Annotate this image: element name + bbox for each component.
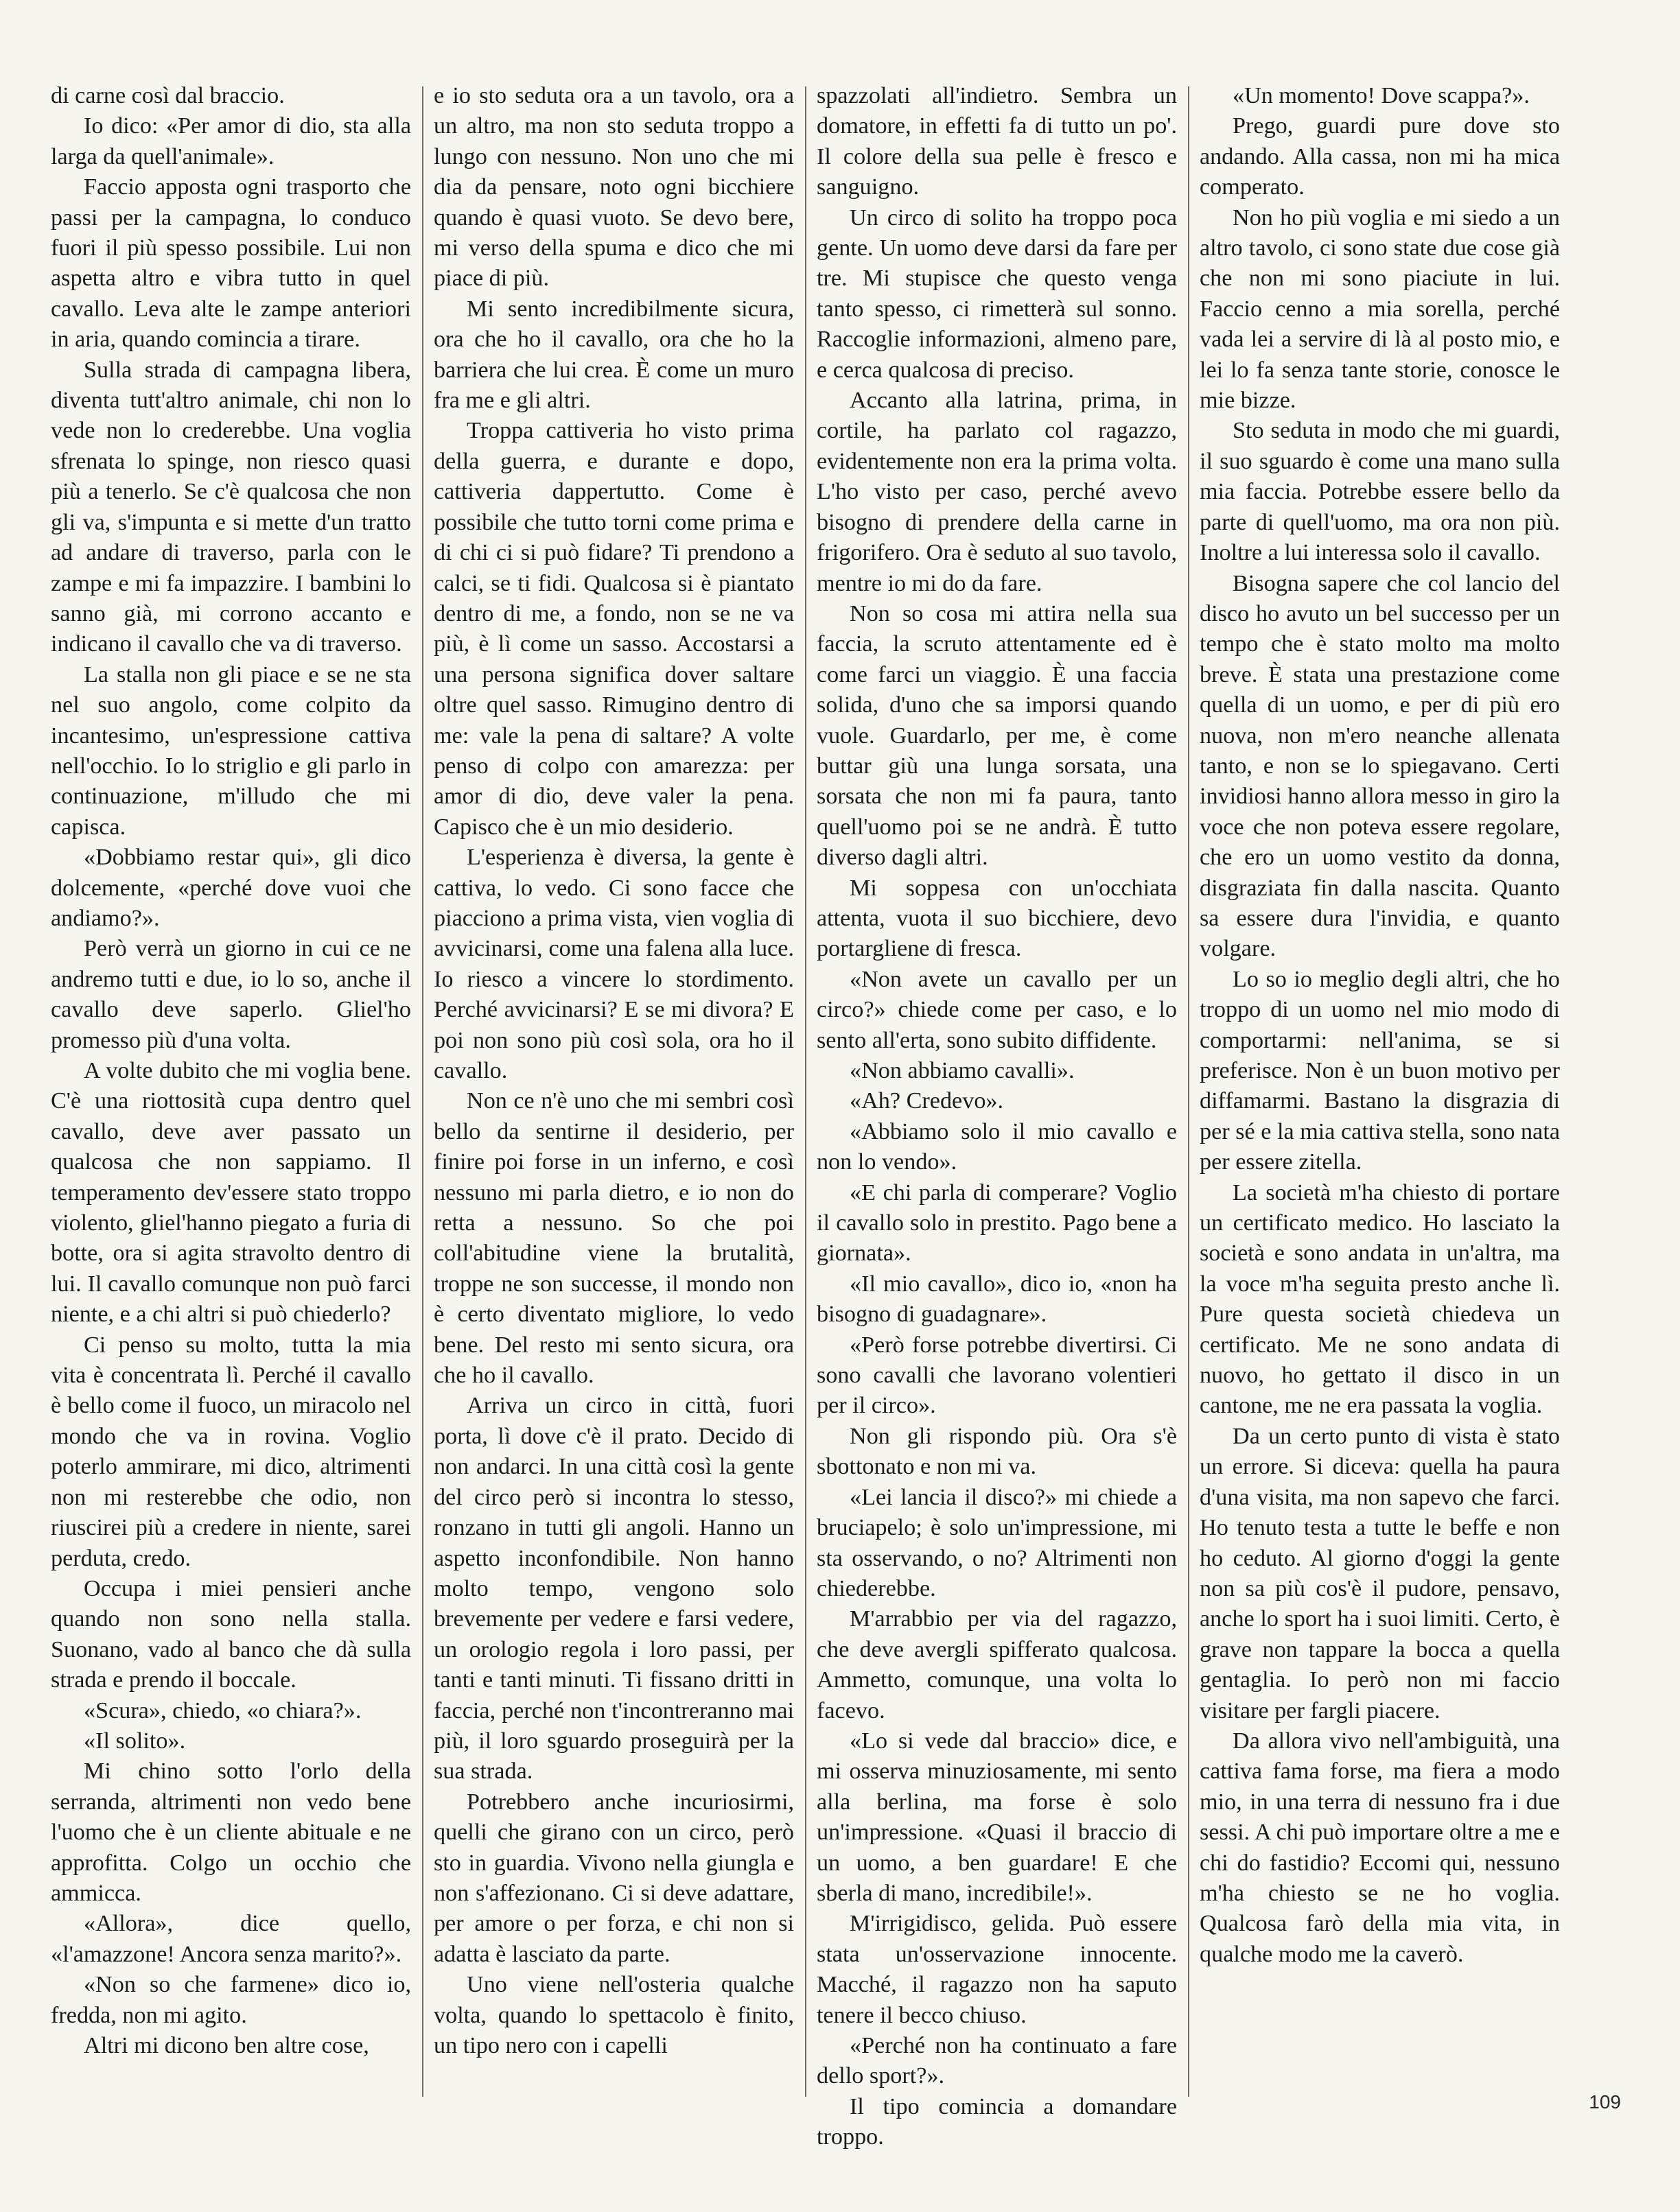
column-divider (805, 86, 806, 2097)
page-number: 109 (1589, 2091, 1621, 2113)
paragraph: Accanto alla latrina, prima, in cortile, ha parlato col ragazzo, evidentemente non era la prima volta. L'ho visto per caso, perché avevo bisogno di prendere della carne in frigorifero. Ora è seduto al suo tavolo, mentre io mi do da fare. (817, 388, 1177, 596)
paragraph: «Ah? Credevo». (850, 1088, 1004, 1114)
paragraph: «Abbiamo solo il mio cavallo e non lo vendo». (817, 1118, 1177, 1175)
paragraph: «Lo si vede dal braccio» dice, e mi osserva minuziosamente, mi sento alla berlina, ma forse è solo un'impressione. «Quasi il braccio di un uomo, a ben guardare! E che sberla di mano, incredibile!». (817, 1728, 1177, 1906)
paragraph: Ci penso su molto, tutta la mia vita è concentrata lì. Perché il cavallo è bello come il fuoco, un miracolo nel mondo che va in rovina. Voglio poterlo ammirare, mi dico, altrimenti non mi resterebbe che odio, non riuscirei più a credere in niente, sarei perduta, credo. (51, 1332, 411, 1571)
paragraph: Mi soppesa con un'occhiata attenta, vuota il suo bicchiere, devo portargliene di fresca. (817, 875, 1177, 962)
magazine-page (51, 81, 1670, 2150)
paragraph: Sulla strada di campagna libera, diventa tutt'altro animale, chi non lo vede non lo crederebbe. Una voglia sfrenata lo spinge, non riesco quasi più a tenerlo. Se c'è qualcosa che non gli va, s'impunta e si mette d'un tratto ad andare di traverso, parla con le zampe e mi fa impazzire. I bambini lo sanno già, mi corrono accanto e indicano il cavallo che va di traverso. (51, 357, 411, 657)
paragraph: Un circo di solito ha troppo poca gente. Un uomo deve darsi da fare per tre. Mi stupisce che questo venga tanto spesso, ci rimetterà sul sonno. Raccoglie informazioni, almeno pare, e cerca qualcosa di preciso. (817, 204, 1177, 383)
paragraph: A volte dubito che mi voglia bene. C'è una riottosità cupa dentro quel cavallo, deve aver passato un qualcosa che non sappiamo. Il temperamento dev'essere stato troppo violento, gliel'hanno piegato a furia di botte, ora si agita stravolto dentro di lui. Il cavallo comunque non può farci niente, e a chi altri si può chiederlo? (51, 1058, 411, 1328)
paragraph: «Non avete un cavallo per un circo?» chiede come per caso, e lo sento all'erta, sono subito diffidente. (817, 966, 1177, 1053)
paragraph: Faccio apposta ogni trasporto che passi per la campagna, lo conduco fuori il più spesso possibile. Lui non aspetta altro e vibra tutto in quel cavallo. Leva alte le zampe anteriori in aria, quando comincia a tirare. (51, 174, 411, 353)
paragraph: La stalla non gli piace e se ne sta nel suo angolo, come colpito da incantesimo, un'espressione cattiva nell'occhio. Io lo striglio e gli parlo in continuazione, m'illudo che mi capisca. (51, 661, 411, 840)
paragraph: Io dico: «Per amor di dio, sta alla larga da quell'animale». (51, 113, 411, 169)
paragraph: Troppa cattiveria ho visto prima della guerra, e durante e dopo, cattiveria dappertutto. Come è possibile che tutto torni come prima e di chi ci si può fidare? Ti prendono a calci, se ti fidi. Qualcosa si è piantato dentro di me, a fondo, non se ne va più, è lì come un sasso. Accostarsi a una persona significa dover saltare oltre quel sasso. Rimugino dentro di me: vale la pena di saltare? A volte penso di colpo con amarezza: per amor di dio, deve valer la pena. Capisco che è un mio desiderio. (434, 418, 794, 840)
paragraph: «Un momento! Dove scappa?». (1233, 83, 1530, 108)
paragraph: «Il mio cavallo», dico io, «non ha bisogno di guadagnare». (817, 1271, 1177, 1328)
paragraph: «Lei lancia il disco?» mi chiede a bruciapelo; è solo un'impressione, mi sta osservando, o no? Altrimenti non chiederebbe. (817, 1484, 1177, 1601)
paragraph: e io sto seduta ora a un tavolo, ora a un altro, ma non sto seduta troppo a lungo con nessuno. Non uno che mi dia da pensare, noto ogni bicchiere quando è quasi vuoto. Se devo bere, mi verso della spuma e dico che mi piace di più. (434, 83, 794, 292)
paragraph: «Non abbiamo cavalli». (850, 1058, 1075, 1083)
paragraph: Altri mi dicono ben altre cose, (84, 2033, 369, 2058)
column-divider (1188, 86, 1189, 2097)
paragraph: spazzolati all'indietro. Sembra un domatore, in effetti fa di tutto un po'. Il colore della sua pelle è fresco e sanguigno. (817, 83, 1177, 200)
text-column-2 (434, 81, 794, 2061)
paragraph: Lo so io meglio degli altri, che ho troppo di un uomo nel mio modo di comportarmi: nell'anima, se si preferisce. Non è un buon motivo per diffamarmi. Bastano la disgrazia di per sé e la mia cattiva stella, sono nata per essere zitella. (1200, 966, 1560, 1175)
paragraph: Non gli rispondo più. Ora s'è sbottonato e non mi va. (817, 1423, 1177, 1480)
paragraph: Mi sento incredibilmente sicura, ora che ho il cavallo, ora che ho la barriera che lui crea. È come un muro fra me e gli altri. (434, 296, 794, 414)
paragraph: Da un certo punto di vista è stato un errore. Si diceva: quella ha paura d'una visita, ma non sapevo che farci. Ho tenuto testa a tutte le beffe e non ho ceduto. Al giorno d'oggi la gente non sa più cos'è il pudore, pensavo, anche lo sport ha i suoi limiti. Certo, è grave non tappare la bocca a quella gentaglia. Io però non mi faccio visitare per fargli piacere. (1200, 1423, 1560, 1723)
paragraph: «Però forse potrebbe divertirsi. Ci sono cavalli che lavorano volentieri per il circo». (817, 1332, 1177, 1419)
paragraph: Prego, guardi pure dove sto andando. Alla cassa, non mi ha mica comperato. (1200, 113, 1560, 200)
paragraph: Il tipo comincia a domandare troppo. (817, 2093, 1177, 2150)
paragraph: Potrebbero anche incuriosirmi, quelli che girano con un circo, però sto in guardia. Vivono nella giungla e non s'affezionano. Ci si deve adattare, per amore o per forza, e chi non si adatta è lasciato da parte. (434, 1789, 794, 1967)
paragraph: Uno viene nell'osteria qualche volta, quando lo spettacolo è finito, un tipo nero con i capelli (434, 1972, 794, 2058)
paragraph: «Scura», chiedo, «o chiara?». (84, 1697, 362, 1723)
paragraph: Non ce n'è uno che mi sembri così bello da sentirne il desiderio, per finire poi forse in un inferno, e così nessuno mi parla dietro, e io non do retta a nessuno. So che poi coll'abitudine viene la brutalità, troppe ne son successe, il mondo non è certo diventato migliore, lo vedo bene. Del resto mi sento sicura, ora che ho il cavallo. (434, 1088, 794, 1389)
paragraph: Non ho più voglia e mi siedo a un altro tavolo, ci sono state due cose già che non mi sono piaciute in lui. Faccio cenno a mia sorella, perché vada lei a servire di là al posto mio, e lei lo fa senza tante storie, conosce le mie bizze. (1200, 204, 1560, 414)
paragraph: Mi chino sotto l'orlo della serranda, altrimenti non vedo bene l'uomo che è un cliente abituale e ne approfitta. Colgo un occhio che ammicca. (51, 1758, 411, 1906)
paragraph: Bisogna sapere che col lancio del disco ho avuto un bel successo per un tempo che è stato molto ma molto breve. È stata una prestazione come quella di un uomo, e per di più ero nuova, non m'ero neanche allenata tanto, e non se lo spiegavano. Certi invidiosi hanno allora messo in giro la voce che non poteva essere regolare, che ero un uomo vestito da donna, disgraziata fin dalla nascita. Quanto sa essere dura l'invidia, e quanto volgare. (1200, 570, 1560, 962)
paragraph: «Perché non ha continuato a fare dello sport?». (817, 2033, 1177, 2089)
paragraph: Arriva un circo in città, fuori porta, lì dove c'è il prato. Decido di non andarci. In una città così la gente del circo però si incontra lo stesso, ronzano in tutti gli angoli. Hanno un aspetto inconfondibile. Non hanno molto tempo, vengono solo brevemente per vedere e farsi vedere, un orologio regola i loro passi, per tanti e tanti minuti. Ti fissano dritti in faccia, perché non t'incontreranno mai più, il loro sguardo proseguirà per la sua strada. (434, 1393, 794, 1785)
paragraph: «Allora», dice quello, «l'amazzone! Ancora senza marito?». (51, 1911, 411, 1967)
paragraph: M'arrabbio per via del ragazzo, che deve avergli spifferato qualcosa. Ammetto, comunque, una volta lo facevo. (817, 1606, 1177, 1723)
paragraph: La società m'ha chiesto di portare un certificato medico. Ho lasciato la società e sono andata in un'altra, ma la voce m'ha seguita presto anche lì. Pure questa società chiedeva un certificato. Me ne sono andata di nuovo, ho gettato il disco in un cantone, me ne era passata la voglia. (1200, 1179, 1560, 1419)
paragraph: Non so cosa mi attira nella sua faccia, la scruto attentamente ed è come farci un viaggio. È una faccia solida, d'uno che sa imporsi quando vuole. Guardarlo, per me, è come buttar giù una lunga sorsata, una sorsata che non mi fa paura, tanto quell'uomo poi se ne andrà. È tutto diverso dagli altri. (817, 600, 1177, 871)
paragraph: Occupa i miei pensieri anche quando non sono nella stalla. Suonano, vado al banco che dà sulla strada e prendo il boccale. (51, 1575, 411, 1693)
text-column-1 (51, 81, 411, 2061)
text-column-4 (1200, 81, 1560, 1970)
text-column-3 (817, 81, 1177, 2153)
paragraph: M'irrigidisco, gelida. Può essere stata un'osservazione innocente. Macché, il ragazzo non ha saputo tenere il becco chiuso. (817, 1911, 1177, 2028)
paragraph: L'esperienza è diversa, la gente è cattiva, lo vedo. Ci sono facce che piacciono a prima vista, vien voglia di avvicinarsi, come una falena alla luce. Io riesco a vincere lo stordimento. Perché avvicinarsi? E se mi divora? E poi non sono più così sola, ora ho il cavallo. (434, 845, 794, 1083)
paragraph: Però verrà un giorno in cui ce ne andremo tutti e due, io lo so, anche il cavallo deve saperlo. Gliel'ho promesso più d'una volta. (51, 936, 411, 1053)
paragraph: «E chi parla di comperare? Voglio il cavallo solo in prestito. Pago bene a giornata». (817, 1179, 1177, 1267)
column-divider (422, 86, 423, 2097)
paragraph: Da allora vivo nell'ambiguità, una cattiva fama forse, ma fiera a modo mio, in una terra di nessuno fra i due sessi. A chi può importare oltre a me e chi do fastidio? Eccomi qui, nessuno m'ha chiesto se ne ho voglia. Qualcosa farò della mia vita, in qualche modo me la caverò. (1200, 1728, 1560, 1967)
paragraph: «Il solito». (84, 1728, 186, 1754)
paragraph: «Dobbiamo restar qui», gli dico dolcemente, «perché dove vuoi che andiamo?». (51, 845, 411, 931)
paragraph: «Non so che farmene» dico io, fredda, non mi agito. (51, 1972, 411, 2028)
paragraph: di carne così dal braccio. (51, 83, 285, 108)
paragraph: Sto seduta in modo che mi guardi, il suo sguardo è come una mano sulla mia faccia. Potrebbe essere bello da parte di quell'uomo, ma ora non più. Inoltre a lui interessa solo il cavallo. (1200, 418, 1560, 566)
